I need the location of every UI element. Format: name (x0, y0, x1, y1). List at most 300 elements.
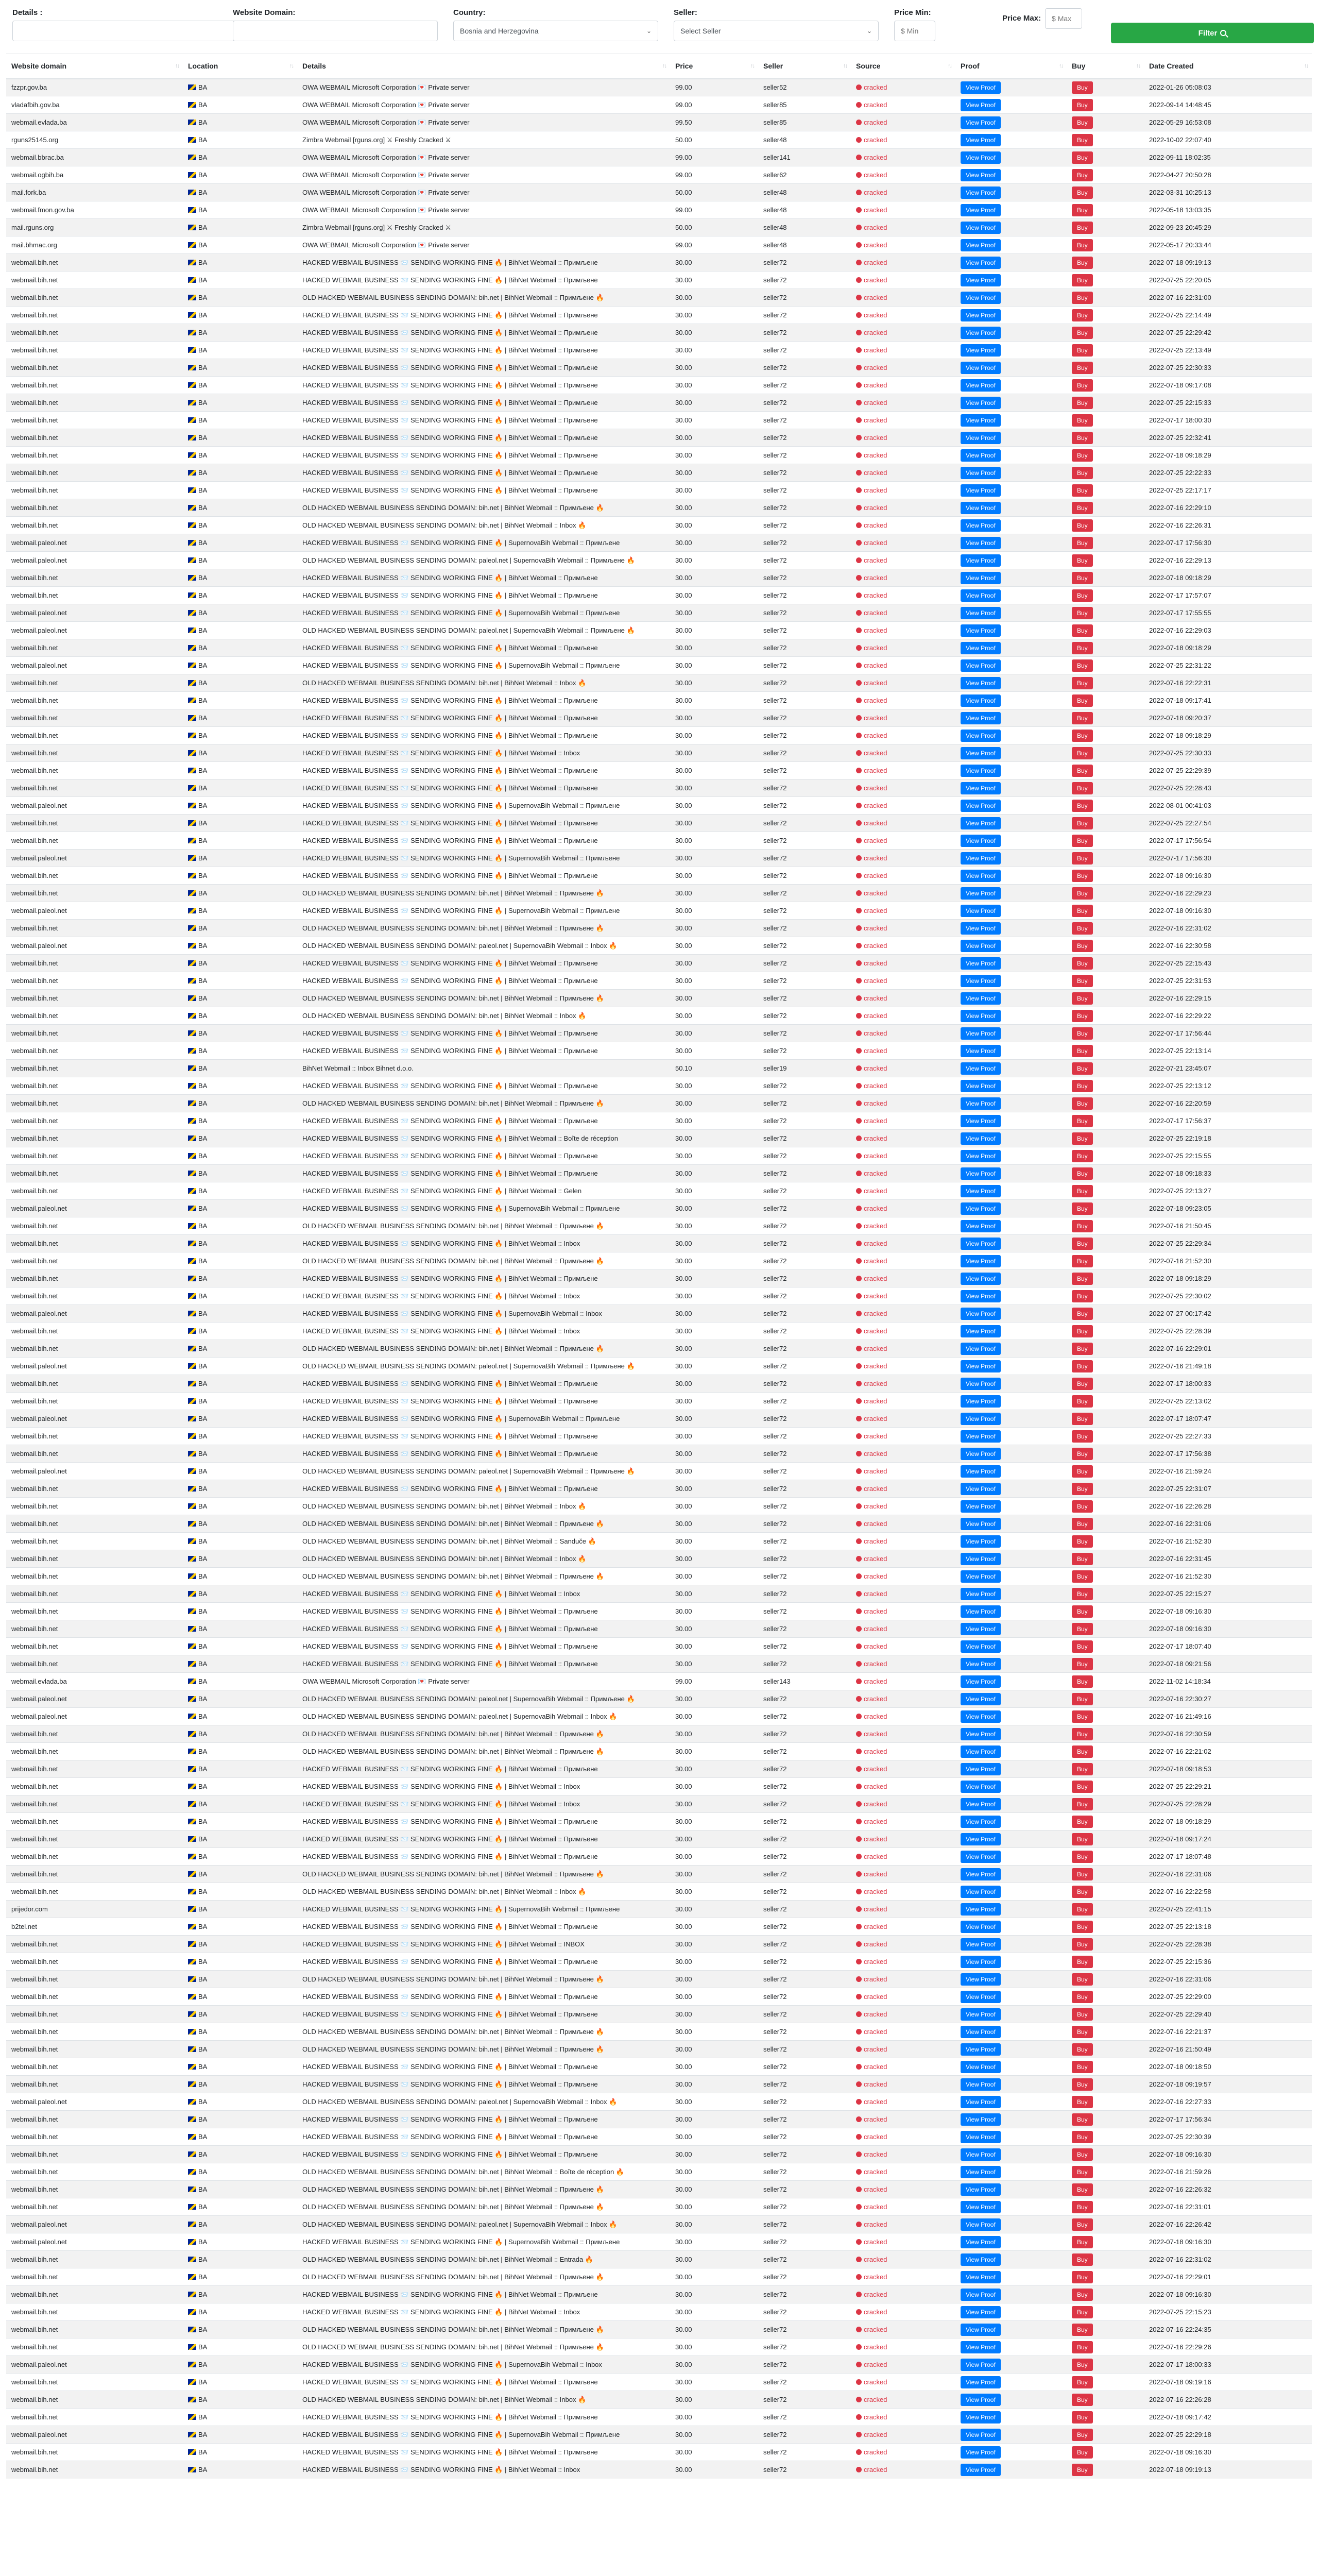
buy-button[interactable]: Buy (1072, 1851, 1093, 1863)
view-proof-button[interactable]: View Proof (961, 1640, 1001, 1653)
price-max-input[interactable] (1045, 8, 1082, 29)
buy-button[interactable]: Buy (1072, 1167, 1093, 1180)
view-proof-button[interactable]: View Proof (961, 957, 1001, 970)
buy-button[interactable]: Buy (1072, 1710, 1093, 1723)
buy-button[interactable]: Buy (1072, 1640, 1093, 1653)
view-proof-button[interactable]: View Proof (961, 1798, 1001, 1810)
details-cell: HACKED WEBMAIL BUSINESS 📨 SENDING WORKING FINE 🔥 | SupernovaBih Webmail :: Примљене (297, 902, 670, 920)
view-proof-button[interactable]: View Proof (961, 730, 1001, 742)
view-proof-button[interactable]: View Proof (961, 800, 1001, 812)
buy-button[interactable]: Buy (1072, 1413, 1093, 1425)
country-select[interactable] (453, 21, 658, 41)
view-proof-button[interactable]: View Proof (961, 1465, 1001, 1478)
view-proof-button[interactable]: View Proof (961, 1623, 1001, 1635)
view-proof-button[interactable]: View Proof (961, 1255, 1001, 1267)
view-proof-button[interactable]: View Proof (961, 835, 1001, 847)
view-proof-button[interactable]: View Proof (961, 1693, 1001, 1705)
buy-button[interactable]: Buy (1072, 1973, 1093, 1986)
view-proof-button[interactable]: View Proof (961, 414, 1001, 427)
buy-button[interactable]: Buy (1072, 292, 1093, 304)
view-proof-button[interactable]: View Proof (961, 1273, 1001, 1285)
buy-button[interactable]: Buy (1072, 2131, 1093, 2143)
view-proof-button[interactable]: View Proof (961, 1238, 1001, 1250)
buy-button[interactable]: Buy (1072, 1868, 1093, 1880)
view-proof-button[interactable]: View Proof (961, 747, 1001, 759)
column-header-source[interactable] (851, 54, 955, 79)
view-proof-button[interactable]: View Proof (961, 169, 1001, 181)
view-proof-button[interactable]: View Proof (961, 1448, 1001, 1460)
buy-button[interactable]: Buy (1072, 2411, 1093, 2424)
source-label: cracked (864, 311, 887, 319)
view-proof-button[interactable]: View Proof (961, 2096, 1001, 2108)
view-proof-button[interactable]: View Proof (961, 1045, 1001, 1057)
view-proof-button[interactable]: View Proof (961, 2078, 1001, 2091)
buy-button[interactable]: Buy (1072, 887, 1093, 900)
column-header-website-domain[interactable] (6, 54, 183, 79)
view-proof-button[interactable]: View Proof (961, 975, 1001, 987)
buy-button[interactable]: Buy (1072, 2446, 1093, 2459)
view-proof-button[interactable]: View Proof (961, 397, 1001, 409)
view-proof-button[interactable]: View Proof (961, 1080, 1001, 1092)
buy-button[interactable]: Buy (1072, 1903, 1093, 1916)
buy-button[interactable]: Buy (1072, 222, 1093, 234)
buy-button[interactable]: Buy (1072, 747, 1093, 759)
buy-button[interactable]: Buy (1072, 817, 1093, 829)
view-proof-button[interactable]: View Proof (961, 151, 1001, 164)
view-proof-button[interactable]: View Proof (961, 1325, 1001, 1337)
view-proof-button[interactable]: View Proof (961, 2113, 1001, 2126)
view-proof-button[interactable]: View Proof (961, 1605, 1001, 1618)
column-header-date-created[interactable] (1144, 54, 1312, 79)
view-proof-button[interactable]: View Proof (961, 1308, 1001, 1320)
view-proof-button[interactable]: View Proof (961, 922, 1001, 935)
view-proof-button[interactable]: View Proof (961, 2324, 1001, 2336)
view-proof-button[interactable]: View Proof (961, 222, 1001, 234)
buy-button[interactable]: Buy (1072, 1675, 1093, 1688)
view-proof-button[interactable]: View Proof (961, 1588, 1001, 1600)
view-proof-button[interactable]: View Proof (961, 2394, 1001, 2406)
view-proof-button[interactable]: View Proof (961, 1570, 1001, 1583)
column-header-proof[interactable] (955, 54, 1067, 79)
buy-button[interactable]: Buy (1072, 344, 1093, 357)
buy-button[interactable]: Buy (1072, 1693, 1093, 1705)
buy-button[interactable]: Buy (1072, 2148, 1093, 2161)
view-proof-button[interactable]: View Proof (961, 449, 1001, 462)
price-cell: 99.00 (670, 201, 758, 219)
buy-button[interactable]: Buy (1072, 694, 1093, 707)
view-proof-button[interactable]: View Proof (961, 887, 1001, 900)
view-proof-button[interactable]: View Proof (961, 1483, 1001, 1495)
buy-button[interactable]: Buy (1072, 414, 1093, 427)
view-proof-button[interactable]: View Proof (961, 99, 1001, 111)
buy-button[interactable]: Buy (1072, 800, 1093, 812)
buy-button[interactable]: Buy (1072, 2078, 1093, 2091)
view-proof-button[interactable]: View Proof (961, 1938, 1001, 1951)
buy-button[interactable]: Buy (1072, 1763, 1093, 1775)
buy-button[interactable]: Buy (1072, 2324, 1093, 2336)
view-proof-button[interactable]: View Proof (961, 292, 1001, 304)
view-proof-button[interactable]: View Proof (961, 1167, 1001, 1180)
view-proof-button[interactable]: View Proof (961, 1413, 1001, 1425)
buy-button[interactable]: Buy (1072, 2394, 1093, 2406)
view-proof-button[interactable]: View Proof (961, 765, 1001, 777)
view-proof-button[interactable]: View Proof (961, 712, 1001, 724)
view-proof-button[interactable]: View Proof (961, 1851, 1001, 1863)
buy-button[interactable]: Buy (1072, 589, 1093, 602)
view-proof-button[interactable]: View Proof (961, 187, 1001, 199)
view-proof-button[interactable]: View Proof (961, 940, 1001, 952)
buy-button[interactable]: Buy (1072, 2341, 1093, 2353)
view-proof-button[interactable]: View Proof (961, 1097, 1001, 1110)
view-proof-button[interactable]: View Proof (961, 2341, 1001, 2353)
view-proof-button[interactable]: View Proof (961, 2148, 1001, 2161)
buy-button[interactable]: Buy (1072, 309, 1093, 321)
buy-button[interactable]: Buy (1072, 99, 1093, 111)
buy-button[interactable]: Buy (1072, 782, 1093, 794)
view-proof-button[interactable]: View Proof (961, 659, 1001, 672)
column-header-seller[interactable] (758, 54, 851, 79)
buy-button[interactable]: Buy (1072, 922, 1093, 935)
view-proof-button[interactable]: View Proof (961, 2043, 1001, 2056)
buy-button[interactable]: Buy (1072, 2096, 1093, 2108)
seller-select[interactable] (674, 21, 879, 41)
view-proof-button[interactable]: View Proof (961, 1430, 1001, 1443)
view-proof-button[interactable]: View Proof (961, 2411, 1001, 2424)
view-proof-button[interactable]: View Proof (961, 1781, 1001, 1793)
view-proof-button[interactable]: View Proof (961, 1728, 1001, 1740)
view-proof-button[interactable]: View Proof (961, 2253, 1001, 2266)
view-proof-button[interactable]: View Proof (961, 905, 1001, 917)
view-proof-button[interactable]: View Proof (961, 1115, 1001, 1127)
view-proof-button[interactable]: View Proof (961, 870, 1001, 882)
view-proof-button[interactable]: View Proof (961, 467, 1001, 479)
buy-button[interactable]: Buy (1072, 2376, 1093, 2388)
view-proof-button[interactable]: View Proof (961, 1220, 1001, 1232)
buy-button[interactable]: Buy (1072, 1535, 1093, 1548)
buy-button[interactable]: Buy (1072, 1956, 1093, 1968)
buy-button[interactable]: Buy (1072, 572, 1093, 584)
view-proof-button[interactable]: View Proof (961, 2026, 1001, 2038)
buy-button[interactable]: Buy (1072, 2166, 1093, 2178)
buy-button[interactable]: Buy (1072, 204, 1093, 216)
view-proof-button[interactable]: View Proof (961, 1745, 1001, 1758)
buy-button[interactable]: Buy (1072, 905, 1093, 917)
buy-button[interactable]: Buy (1072, 1781, 1093, 1793)
view-proof-button[interactable]: View Proof (961, 817, 1001, 829)
buy-button[interactable]: Buy (1072, 1500, 1093, 1513)
location-cell (183, 1077, 297, 1095)
buy-button[interactable]: Buy (1072, 2429, 1093, 2441)
view-proof-button[interactable]: View Proof (961, 1185, 1001, 1197)
view-proof-button[interactable]: View Proof (961, 1991, 1001, 2003)
buy-button[interactable]: Buy (1072, 730, 1093, 742)
column-header-details[interactable] (297, 54, 670, 79)
buy-button[interactable]: Buy (1072, 1045, 1093, 1057)
column-header-price[interactable] (670, 54, 758, 79)
view-proof-button[interactable]: View Proof (961, 1500, 1001, 1513)
buy-button[interactable]: Buy (1072, 1097, 1093, 1110)
buy-button[interactable]: Buy (1072, 1027, 1093, 1040)
view-proof-button[interactable]: View Proof (961, 677, 1001, 689)
buy-button[interactable]: Buy (1072, 607, 1093, 619)
buy-button[interactable]: Buy (1072, 484, 1093, 497)
view-proof-button[interactable]: View Proof (961, 1868, 1001, 1880)
buy-button[interactable]: Buy (1072, 1658, 1093, 1670)
view-proof-button[interactable]: View Proof (961, 484, 1001, 497)
view-proof-button[interactable]: View Proof (961, 1395, 1001, 1408)
view-proof-button[interactable]: View Proof (961, 2429, 1001, 2441)
view-proof-button[interactable]: View Proof (961, 2271, 1001, 2283)
buy-button[interactable]: Buy (1072, 1220, 1093, 1232)
buy-button[interactable]: Buy (1072, 1921, 1093, 1933)
view-proof-button[interactable]: View Proof (961, 537, 1001, 549)
view-proof-button[interactable]: View Proof (961, 1956, 1001, 1968)
view-proof-button[interactable]: View Proof (961, 257, 1001, 269)
buy-button[interactable]: Buy (1072, 537, 1093, 549)
view-proof-button[interactable]: View Proof (961, 2306, 1001, 2318)
buy-button[interactable]: Buy (1072, 2201, 1093, 2213)
view-proof-button[interactable]: View Proof (961, 134, 1001, 146)
flag-icon (188, 1311, 196, 1316)
buy-button[interactable]: Buy (1072, 835, 1093, 847)
buy-button[interactable]: Buy (1072, 1518, 1093, 1530)
view-proof-button[interactable]: View Proof (961, 204, 1001, 216)
buy-button[interactable]: Buy (1072, 940, 1093, 952)
buy-button[interactable]: Buy (1072, 1588, 1093, 1600)
view-proof-button[interactable]: View Proof (961, 607, 1001, 619)
view-proof-button[interactable]: View Proof (961, 1378, 1001, 1390)
view-proof-button[interactable]: View Proof (961, 572, 1001, 584)
view-proof-button[interactable]: View Proof (961, 239, 1001, 251)
buy-button[interactable]: Buy (1072, 2218, 1093, 2231)
buy-button[interactable]: Buy (1072, 1833, 1093, 1845)
view-proof-button[interactable]: View Proof (961, 2183, 1001, 2196)
view-proof-button[interactable]: View Proof (961, 502, 1001, 514)
buy-button[interactable]: Buy (1072, 169, 1093, 181)
buy-button[interactable]: Buy (1072, 1325, 1093, 1337)
buy-button[interactable]: Buy (1072, 274, 1093, 286)
buy-button[interactable]: Buy (1072, 1062, 1093, 1075)
view-proof-button[interactable]: View Proof (961, 362, 1001, 374)
view-proof-button[interactable]: View Proof (961, 81, 1001, 94)
view-proof-button[interactable]: View Proof (961, 1675, 1001, 1688)
view-proof-button[interactable]: View Proof (961, 1343, 1001, 1355)
view-proof-button[interactable]: View Proof (961, 1132, 1001, 1145)
buy-button[interactable]: Buy (1072, 467, 1093, 479)
buy-button[interactable]: Buy (1072, 2464, 1093, 2476)
view-proof-button[interactable]: View Proof (961, 1710, 1001, 1723)
buy-button[interactable]: Buy (1072, 1185, 1093, 1197)
view-proof-button[interactable]: View Proof (961, 309, 1001, 321)
date-cell: 2022-07-25 22:29:39 (1144, 762, 1312, 779)
buy-button[interactable]: Buy (1072, 1816, 1093, 1828)
filter-button[interactable] (1111, 23, 1314, 43)
buy-button[interactable]: Buy (1072, 519, 1093, 532)
view-proof-button[interactable]: View Proof (961, 554, 1001, 567)
buy-button[interactable]: Buy (1072, 1115, 1093, 1127)
view-proof-button[interactable]: View Proof (961, 1833, 1001, 1845)
view-proof-button[interactable]: View Proof (961, 519, 1001, 532)
view-proof-button[interactable]: View Proof (961, 344, 1001, 357)
proof-cell (955, 1217, 1067, 1235)
buy-button[interactable]: Buy (1072, 1395, 1093, 1408)
price-min-input[interactable] (894, 21, 935, 41)
buy-button[interactable]: Buy (1072, 1886, 1093, 1898)
view-proof-button[interactable]: View Proof (961, 589, 1001, 602)
view-proof-button[interactable]: View Proof (961, 1921, 1001, 1933)
view-proof-button[interactable]: View Proof (961, 1518, 1001, 1530)
buy-button[interactable]: Buy (1072, 116, 1093, 129)
buy-button[interactable]: Buy (1072, 2306, 1093, 2318)
buy-button[interactable]: Buy (1072, 765, 1093, 777)
buy-button[interactable]: Buy (1072, 870, 1093, 882)
buy-button[interactable]: Buy (1072, 1448, 1093, 1460)
buy-button[interactable]: Buy (1072, 239, 1093, 251)
view-proof-button[interactable]: View Proof (961, 379, 1001, 392)
view-proof-button[interactable]: View Proof (961, 274, 1001, 286)
buy-button[interactable]: Buy (1072, 502, 1093, 514)
buy-button[interactable]: Buy (1072, 81, 1093, 94)
view-proof-button[interactable]: View Proof (961, 1903, 1001, 1916)
view-proof-button[interactable]: View Proof (961, 2376, 1001, 2388)
view-proof-button[interactable]: View Proof (961, 2446, 1001, 2459)
buy-button[interactable]: Buy (1072, 2061, 1093, 2073)
buy-button[interactable]: Buy (1072, 362, 1093, 374)
buy-button[interactable]: Buy (1072, 1343, 1093, 1355)
view-proof-button[interactable]: View Proof (961, 2359, 1001, 2371)
view-proof-button[interactable]: View Proof (961, 852, 1001, 865)
view-proof-button[interactable]: View Proof (961, 1816, 1001, 1828)
buy-button[interactable]: Buy (1072, 1202, 1093, 1215)
buy-button[interactable]: Buy (1072, 992, 1093, 1005)
view-proof-button[interactable]: View Proof (961, 992, 1001, 1005)
buy-button[interactable]: Buy (1072, 712, 1093, 724)
buy-button[interactable]: Buy (1072, 2008, 1093, 2021)
buy-button[interactable]: Buy (1072, 1991, 1093, 2003)
buy-button[interactable]: Buy (1072, 1238, 1093, 1250)
location-code: BA (198, 1870, 208, 1878)
view-proof-button[interactable]: View Proof (961, 1027, 1001, 1040)
buy-button[interactable]: Buy (1072, 975, 1093, 987)
buy-button[interactable]: Buy (1072, 1623, 1093, 1635)
view-proof-button[interactable]: View Proof (961, 2289, 1001, 2301)
column-header-location[interactable] (183, 54, 297, 79)
buy-button[interactable]: Buy (1072, 1290, 1093, 1302)
view-proof-button[interactable]: View Proof (961, 2166, 1001, 2178)
view-proof-button[interactable]: View Proof (961, 1553, 1001, 1565)
view-proof-button[interactable]: View Proof (961, 782, 1001, 794)
buy-button[interactable]: Buy (1072, 1465, 1093, 1478)
buy-button[interactable]: Buy (1072, 432, 1093, 444)
buy-button[interactable]: Buy (1072, 1378, 1093, 1390)
column-header-buy[interactable] (1067, 54, 1144, 79)
buy-button[interactable]: Buy (1072, 1553, 1093, 1565)
view-proof-button[interactable]: View Proof (961, 432, 1001, 444)
buy-button[interactable]: Buy (1072, 677, 1093, 689)
buy-button[interactable]: Buy (1072, 624, 1093, 637)
buy-button[interactable]: Buy (1072, 1132, 1093, 1145)
buy-button[interactable]: Buy (1072, 379, 1093, 392)
buy-button[interactable]: Buy (1072, 397, 1093, 409)
view-proof-button[interactable]: View Proof (961, 116, 1001, 129)
buy-button[interactable]: Buy (1072, 1150, 1093, 1162)
buy-button[interactable]: Buy (1072, 1360, 1093, 1372)
buy-button[interactable]: Buy (1072, 659, 1093, 672)
view-proof-button[interactable]: View Proof (961, 1973, 1001, 1986)
view-proof-button[interactable]: View Proof (961, 694, 1001, 707)
view-proof-button[interactable]: View Proof (961, 1202, 1001, 1215)
buy-button[interactable]: Buy (1072, 449, 1093, 462)
buy-button[interactable]: Buy (1072, 187, 1093, 199)
date-cell: 2022-07-21 23:45:07 (1144, 1060, 1312, 1077)
buy-button[interactable]: Buy (1072, 1938, 1093, 1951)
view-proof-button[interactable]: View Proof (961, 1062, 1001, 1075)
buy-button[interactable]: Buy (1072, 1570, 1093, 1583)
view-proof-button[interactable]: View Proof (961, 327, 1001, 339)
buy-button[interactable]: Buy (1072, 2236, 1093, 2248)
buy-button[interactable]: Buy (1072, 327, 1093, 339)
buy-button[interactable]: Buy (1072, 2183, 1093, 2196)
view-proof-button[interactable]: View Proof (961, 2201, 1001, 2213)
buy-button[interactable]: Buy (1072, 134, 1093, 146)
buy-button[interactable]: Buy (1072, 957, 1093, 970)
buy-button[interactable]: Buy (1072, 1273, 1093, 1285)
buy-button[interactable]: Buy (1072, 2289, 1093, 2301)
buy-button[interactable]: Buy (1072, 2113, 1093, 2126)
view-proof-button[interactable]: View Proof (961, 1360, 1001, 1372)
domain-input[interactable] (233, 21, 438, 41)
view-proof-button[interactable]: View Proof (961, 1763, 1001, 1775)
buy-button[interactable]: Buy (1072, 1308, 1093, 1320)
buy-button[interactable]: Buy (1072, 1430, 1093, 1443)
buy-button[interactable]: Buy (1072, 2253, 1093, 2266)
buy-button[interactable]: Buy (1072, 151, 1093, 164)
buy-button[interactable]: Buy (1072, 2359, 1093, 2371)
view-proof-button[interactable]: View Proof (961, 2061, 1001, 2073)
view-proof-button[interactable]: View Proof (961, 1150, 1001, 1162)
view-proof-button[interactable]: View Proof (961, 1886, 1001, 1898)
view-proof-button[interactable]: View Proof (961, 642, 1001, 654)
buy-button[interactable]: Buy (1072, 554, 1093, 567)
view-proof-button[interactable]: View Proof (961, 2464, 1001, 2476)
view-proof-button[interactable]: View Proof (961, 2218, 1001, 2231)
view-proof-button[interactable]: View Proof (961, 1290, 1001, 1302)
view-proof-button[interactable]: View Proof (961, 2131, 1001, 2143)
buy-button[interactable]: Buy (1072, 852, 1093, 865)
buy-button[interactable]: Buy (1072, 1605, 1093, 1618)
flag-icon (188, 225, 196, 230)
view-proof-button[interactable]: View Proof (961, 2008, 1001, 2021)
buy-button[interactable]: Buy (1072, 1010, 1093, 1022)
buy-button[interactable]: Buy (1072, 642, 1093, 654)
buy-button[interactable]: Buy (1072, 2043, 1093, 2056)
buy-button[interactable]: Buy (1072, 257, 1093, 269)
buy-button[interactable]: Buy (1072, 1798, 1093, 1810)
buy-button[interactable]: Buy (1072, 1255, 1093, 1267)
view-proof-button[interactable]: View Proof (961, 1010, 1001, 1022)
buy-button[interactable]: Buy (1072, 2271, 1093, 2283)
buy-button[interactable]: Buy (1072, 1483, 1093, 1495)
buy-button[interactable]: Buy (1072, 1745, 1093, 1758)
view-proof-button[interactable]: View Proof (961, 624, 1001, 637)
buy-button[interactable]: Buy (1072, 2026, 1093, 2038)
view-proof-button[interactable]: View Proof (961, 2236, 1001, 2248)
buy-button[interactable]: Buy (1072, 1080, 1093, 1092)
buy-button[interactable]: Buy (1072, 1728, 1093, 1740)
view-proof-button[interactable]: View Proof (961, 1535, 1001, 1548)
location-cell (183, 1550, 297, 1568)
view-proof-button[interactable]: View Proof (961, 1658, 1001, 1670)
